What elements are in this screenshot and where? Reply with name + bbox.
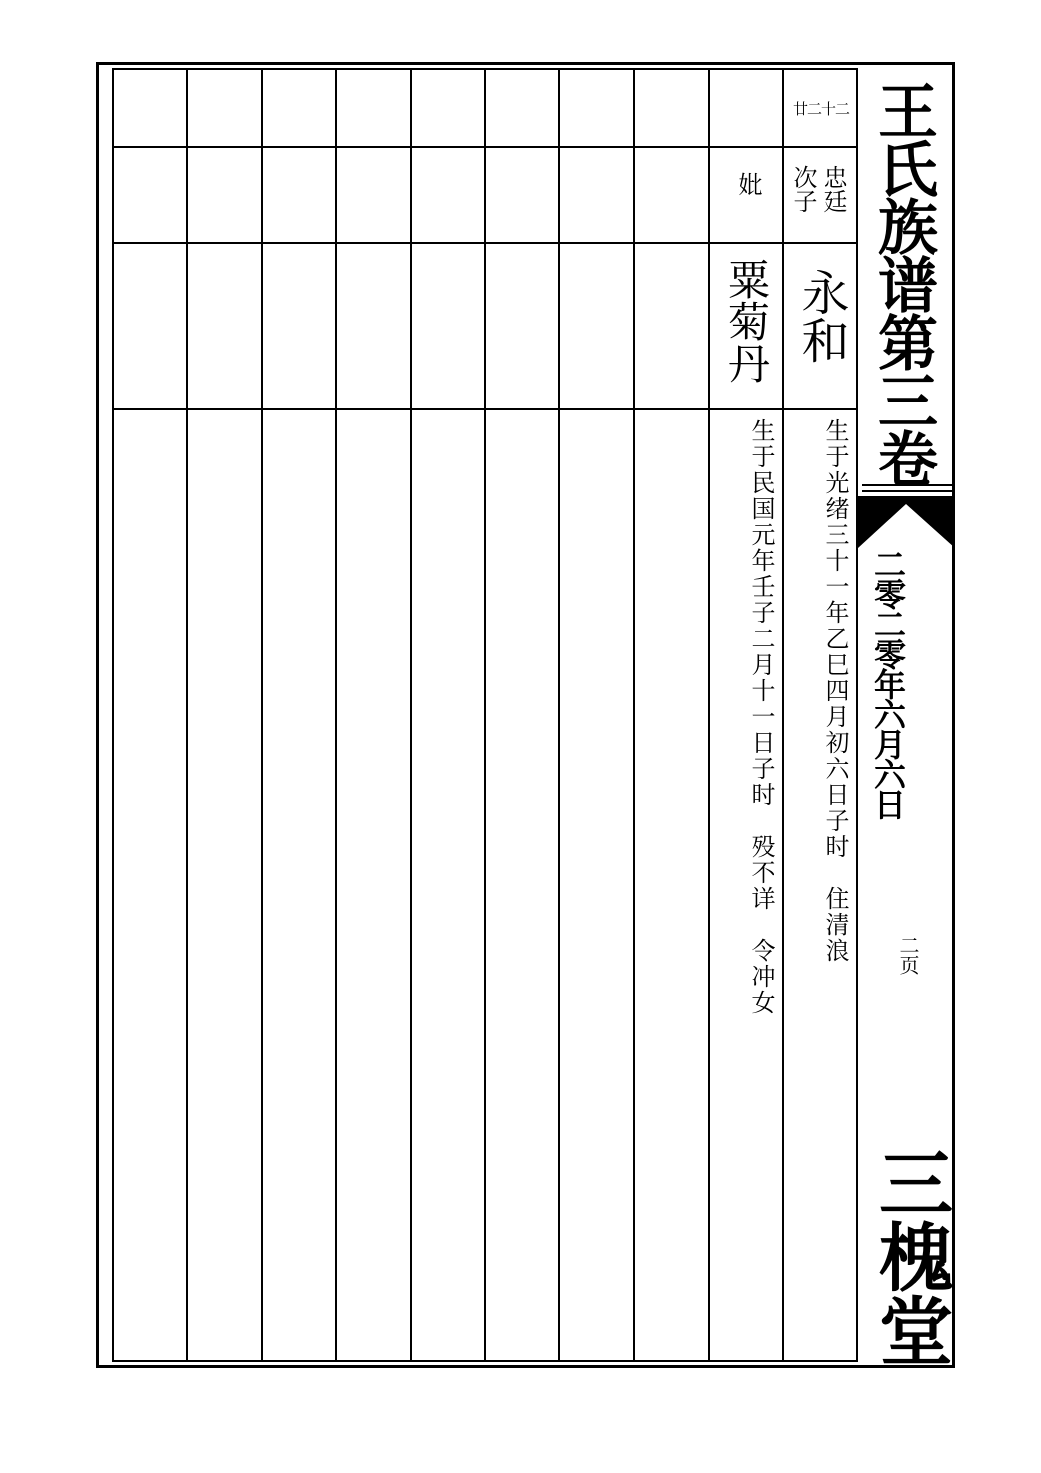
person-detail: 生于光绪三十一年乙巳四月初六日子时 住清浪 xyxy=(821,418,849,964)
row-line xyxy=(112,146,858,148)
column-line xyxy=(708,68,710,1362)
spouse-name: 粟菊丹 xyxy=(722,258,771,384)
person-name: 永和 xyxy=(793,268,849,364)
page-number: 二页 xyxy=(896,935,920,975)
publication-date: 二零二零年六月六日 xyxy=(869,548,907,818)
column-line xyxy=(558,68,560,1362)
hall-name: 三槐堂 xyxy=(867,1145,953,1367)
father-name: 忠廷 xyxy=(819,165,847,213)
spouse-label: 妣 xyxy=(734,172,762,196)
book-title: 王氏族谱第三卷 xyxy=(868,80,938,486)
column-line xyxy=(782,68,784,1362)
column-line xyxy=(186,68,188,1362)
generation-label: 廿二十二 xyxy=(792,100,849,118)
spouse-detail: 生于民国元年壬子二月十一日子时 殁不详 令冲女 xyxy=(747,418,775,1016)
column-line xyxy=(633,68,635,1362)
fishtail-ornament xyxy=(858,496,955,548)
title-rule xyxy=(862,490,954,492)
column-line xyxy=(484,68,486,1362)
title-rule xyxy=(862,484,954,486)
row-line xyxy=(112,408,858,410)
relation-label: 次子 xyxy=(789,165,817,213)
column-line xyxy=(335,68,337,1362)
row-line xyxy=(112,242,858,244)
column-line xyxy=(410,68,412,1362)
column-line xyxy=(261,68,263,1362)
